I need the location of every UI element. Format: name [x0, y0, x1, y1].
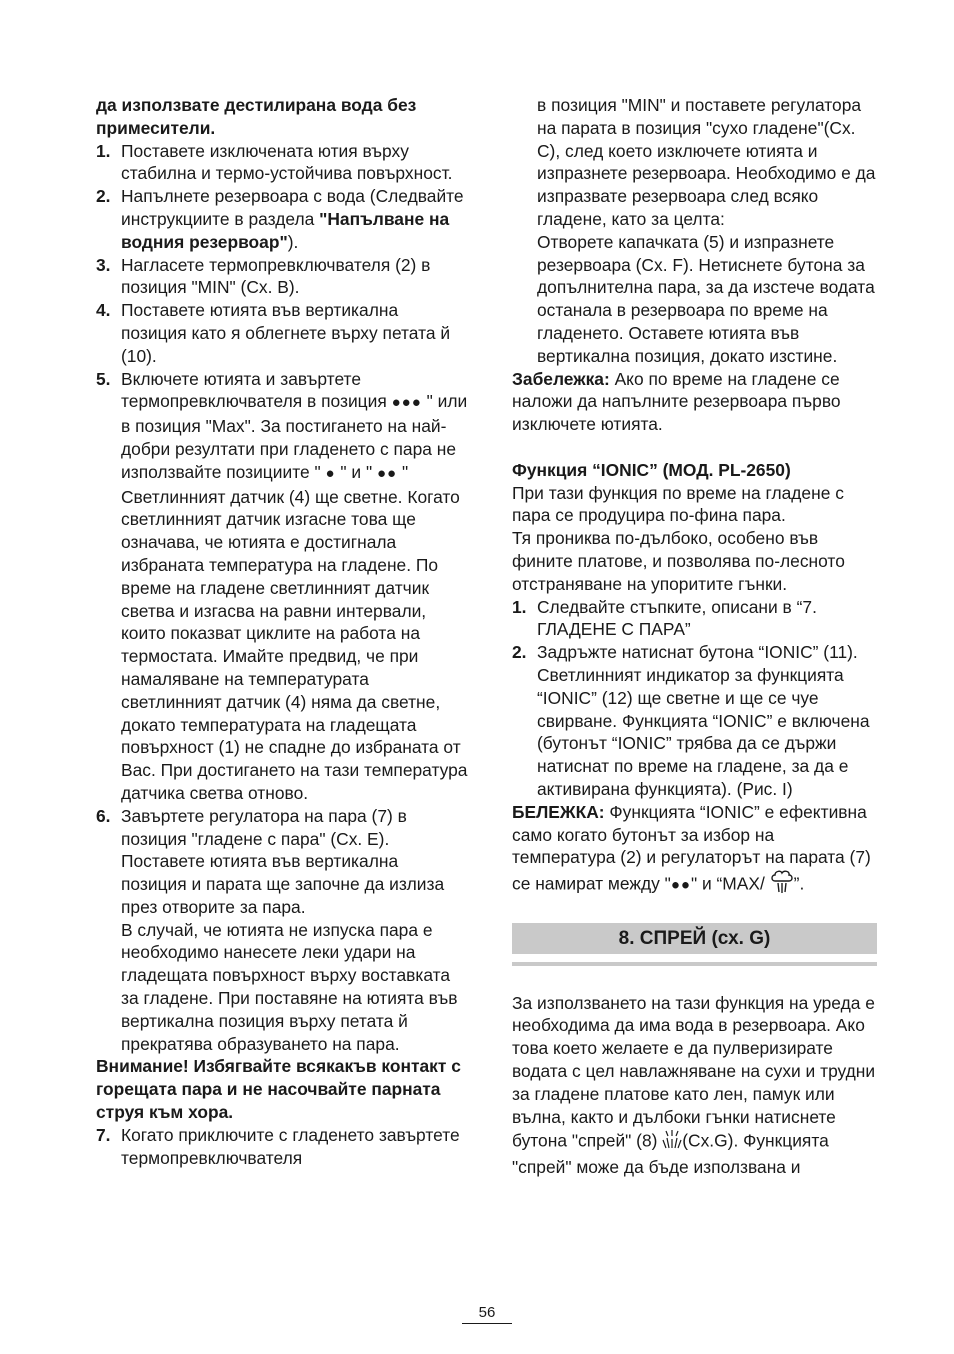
intro-text: да използвате дестилирана вода без примесители. [96, 95, 417, 138]
remark-text-end: ”. [793, 873, 805, 894]
ionic-paragraph-1: При тази функция по време на гладене с пара се продуцира по-фина пара. [512, 482, 844, 526]
step-4 [96, 299, 468, 367]
step-text: " или в позиция "Max". За постигането на най-добри резултати при гладенето с пара не използвайте позициите " [121, 391, 468, 482]
section-reference: "Напълване на водния резервоар" [121, 208, 450, 252]
step-text: Напълнете резервоара с вода (Следвайте инструкциите в раздела [121, 186, 464, 229]
step-5 [96, 368, 468, 805]
note-text: Ако по време на гладене се наложи да напълните резервоара първо изключете ютията. [512, 368, 841, 435]
step-1 [96, 140, 468, 186]
step-number: 6. [96, 805, 111, 826]
remark-text: " и “MAX/ [690, 873, 765, 894]
note-label: Забележка: [512, 368, 610, 389]
step-7-continued: в позиция "MIN" и поставете регулатора на парата в позиция "сухо гладене"(Сх. С), след което изключете ютията и изпразнете резервоара. Необходимо е да изпразвате резервоара след всяко гладене, като за целта: [537, 95, 876, 229]
step-7 [96, 1124, 468, 1170]
step-number: 1. [512, 596, 527, 617]
step-text: В случай, че ютията не изпуска пара е необходимо нанесете леки удари на гладещата повърхност върху воставката за гладене. При поставяне на ютията във вертикална позиция върху петата й прекратява образуването на пара. [121, 919, 458, 1054]
step-number: 7. [96, 1124, 111, 1145]
remark-paragraph [512, 801, 880, 901]
one-dot-setting-icon: ● [325, 464, 336, 482]
remark-label: БЕЛЕЖКА: [512, 801, 605, 822]
section-title: 8. СПРЕЙ (сх. G) [512, 923, 877, 954]
step-text: Завъртете регулатора на пара (7) в позиция "гладене с пара" (Сх. Е). Поставете ютията във вертикална позиция и парата ще започне да излиза през отворите за пара. [121, 805, 445, 917]
three-dots-setting-icon: ●●● [391, 394, 422, 412]
step-text: Когато приключите с гладенето завъртете термопревключвателя [121, 1124, 460, 1168]
step-text: Задръжте натиснат бутона “IONIC” (11). Светлинният индикатор за функцията “IONIC” (12) ще светне и ще се чуе свирване. Функцията “IONIC” е включена (бутонът “IONIC” трябва да се държи натиснат по време на гладене, за да е активирана функцията). (Рис. I) [537, 642, 870, 799]
ionic-paragraph-2: Тя прониква по-дълбоко, особено във фините платове, и позволява по-лесното отстраняване на упоритите гънки. [512, 528, 845, 594]
step-text: Включете ютията и завъртете термопревключвателя в позиция [121, 368, 387, 412]
page-number: 56 [462, 1304, 512, 1324]
step-number: 3. [96, 254, 111, 275]
spray-text: (Сх.G). Функцията "спрей" може да бъде използвана и [512, 1130, 829, 1178]
section-divider [512, 962, 877, 966]
spray-text: За използването на тази функция на уреда е необходима да има вода в резервоара. Ако това което желаете е да пулверизирате водата с цел навлажняване на сухи и трудни за гладене платове като лен, памук или вълна, както и дълбоки гънки натиснете бутона "спрей" (8) [512, 992, 876, 1151]
remark-text: Функцията “IONIC” е ефективна само когато бутонът за избор на температура (2) и регулаторът на парата (7) се намират между " [512, 801, 871, 894]
step-7-continued-2: Отворете капачката (5) и изпразнете резервоара (Сх. F). Нетиснете бутона за допълнителна пара, за да изстече водата останала в резервоара по време на гладенето. Оставете ютията във вертикална позиция, докато изстине. [537, 231, 875, 366]
ionic-step-1 [512, 596, 880, 642]
step-6 [96, 805, 468, 1056]
step-text: Поставете изключената ютия върху стабилна и термо-устойчива повърхност. [121, 140, 453, 184]
section-heading-spray [512, 923, 880, 969]
steam-cloud-icon [770, 869, 794, 901]
ionic-step-2 [512, 641, 880, 801]
warning-text: Внимание! Избягвайте всякакъв контакт с горещата пара и не насочвайте парната струя към хора. [96, 1056, 461, 1123]
step-text: " Светлинният датчик (4) ще светне. Когато светлинният датчик изгасне това ще означава, че ютията е достигнала избраната температура на гладене. По време на гладене светлинният датчик светва и изгасва на равни интервали, които показват циклите на работа на термостата. Имайте предвид, че при намаляване на температурата светлинният датчик (4) няма да светне, докато температурата на гладещата повърхност (1) не спадне до избраната от Вас. При достигането на тази температура датчика светва отново. [121, 461, 468, 803]
step-number: 1. [96, 140, 111, 161]
step-text: Нагласете термопревключвателя (2) в позиция "MIN" (Сх. В). [121, 254, 431, 298]
two-dots-setting-icon: ●● [670, 876, 691, 894]
step-text: " и " [340, 461, 373, 482]
step-text: Поставете ютията във вертикална позиция като я облегнете върху петата й (10). [121, 300, 451, 366]
left-column [96, 94, 468, 1169]
step-2 [96, 185, 468, 253]
spray-paragraph [512, 992, 880, 1179]
note-paragraph [512, 368, 880, 436]
ionic-title: Функция “IONIC” (МОД. PL-2650) [512, 459, 791, 480]
step-number: 5. [96, 368, 111, 389]
step-text: Следвайте стъпките, описани в “7. ГЛАДЕНЕ С ПАРА” [537, 596, 817, 640]
right-column [512, 94, 880, 1179]
step-text-end: ). [287, 231, 299, 252]
step-number: 2. [96, 186, 111, 207]
two-dots-setting-icon: ●● [376, 464, 398, 482]
spray-icon [662, 1128, 682, 1156]
step-number: 2. [512, 642, 527, 663]
step-number: 4. [96, 300, 111, 321]
step-3 [96, 254, 468, 300]
